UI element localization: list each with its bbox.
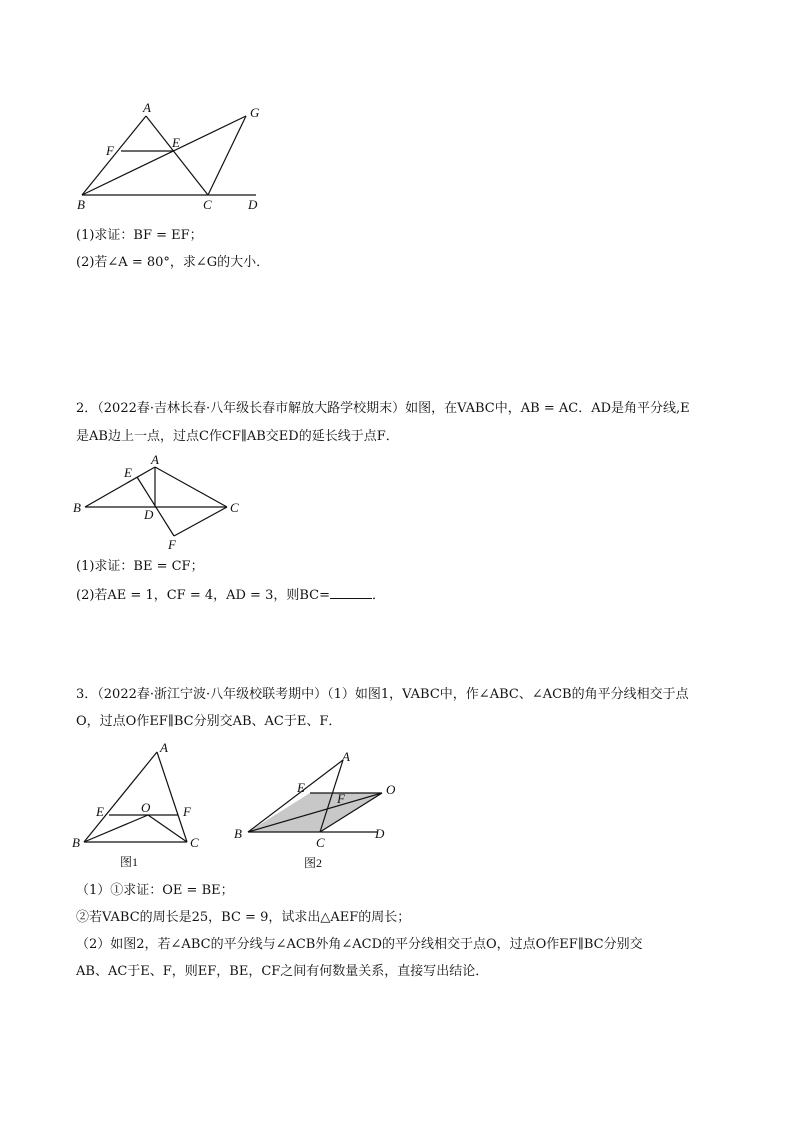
label-e: E (96, 804, 104, 819)
label-b: B (234, 826, 242, 841)
label-o: O (141, 800, 151, 815)
segment-cg (208, 116, 246, 195)
q2-stem-line2: 是AB边上一点，过点C作CF∥AB交ED的延长线于点F． (76, 429, 399, 444)
label-f: F (337, 791, 345, 806)
q2-part2-text: (2)若AE = 1，CF = 4，AD = 3，则BC= (76, 588, 330, 603)
segment-bo (84, 815, 148, 842)
segment-co (148, 815, 187, 842)
label-f: F (168, 537, 176, 552)
label-g: G (250, 105, 260, 120)
label-c: C (316, 835, 325, 850)
label-e: E (124, 465, 132, 480)
q1-part1: (1)求证：BF = EF； (76, 228, 203, 243)
answer-blank[interactable] (330, 586, 372, 599)
label-a: A (160, 740, 168, 755)
q2-figure (70, 452, 250, 552)
label-c: C (203, 197, 212, 212)
label-f: F (183, 804, 191, 819)
q1-figure (70, 100, 270, 215)
segment-cf (174, 507, 227, 536)
q2-part2-end: ． (372, 588, 386, 603)
q3-stem-line1: 3．（2022春·浙江宁波·八年级校联考期中）（1）如图1，VABC中，作∠ABC、∠ACB的角平分线相交于点 (76, 687, 689, 702)
q3-part2-line2: AB、AC于E、F，则EF，BE，CF之间有何数量关系，直接写出结论． (76, 964, 489, 979)
label-d: D (248, 197, 258, 212)
segment-ac (146, 116, 208, 195)
label-f: F (106, 143, 114, 158)
label-b: B (73, 500, 81, 515)
q1-part2: (2)若∠A = 80°，求∠G的大小． (76, 255, 270, 270)
label-e: E (172, 135, 180, 150)
q3-part1a: （1）①求证：OE = BE； (76, 883, 234, 898)
segment-ab (82, 116, 146, 195)
segment-ab (84, 752, 157, 842)
label-d: D (375, 826, 385, 841)
q2-part1: (1)求证：BE = CF； (76, 559, 204, 574)
figure1-caption: 图1 (120, 855, 139, 869)
q3-part1b: ②若VABC的周长是25，BC = 9，试求出△AEF的周长； (76, 910, 411, 925)
label-d: D (144, 507, 154, 522)
label-a: A (151, 452, 159, 467)
label-c: C (190, 835, 199, 850)
segment-ba (85, 467, 155, 507)
label-b: B (72, 835, 80, 850)
figure2-caption: 图2 (304, 856, 323, 870)
label-o: O (386, 782, 396, 797)
q3-stem-line2: O，过点O作EF∥BC分别交AB、AC于E、F． (76, 714, 342, 729)
label-b: B (77, 197, 85, 212)
q3-figure1 (70, 740, 210, 872)
q2-part2 (76, 586, 385, 605)
q3-part2-line1: （2）如图2，若∠ABC的平分线与∠ACB外角∠ACD的平分线相交于点O，过点O作EF∥BC分别交 (76, 937, 643, 952)
label-a: A (143, 100, 151, 115)
q3-figure2 (228, 748, 398, 876)
segment-ac (157, 752, 187, 842)
label-a: A (342, 749, 350, 764)
segment-ac (155, 467, 227, 507)
q2-stem-line1: 2．（2022春·吉林长春·八年级长春市解放大路学校期末）如图，在VABC中，AB = AC．AD是角平分线,E (76, 401, 690, 416)
label-c: C (230, 500, 239, 515)
label-e: E (297, 780, 305, 795)
